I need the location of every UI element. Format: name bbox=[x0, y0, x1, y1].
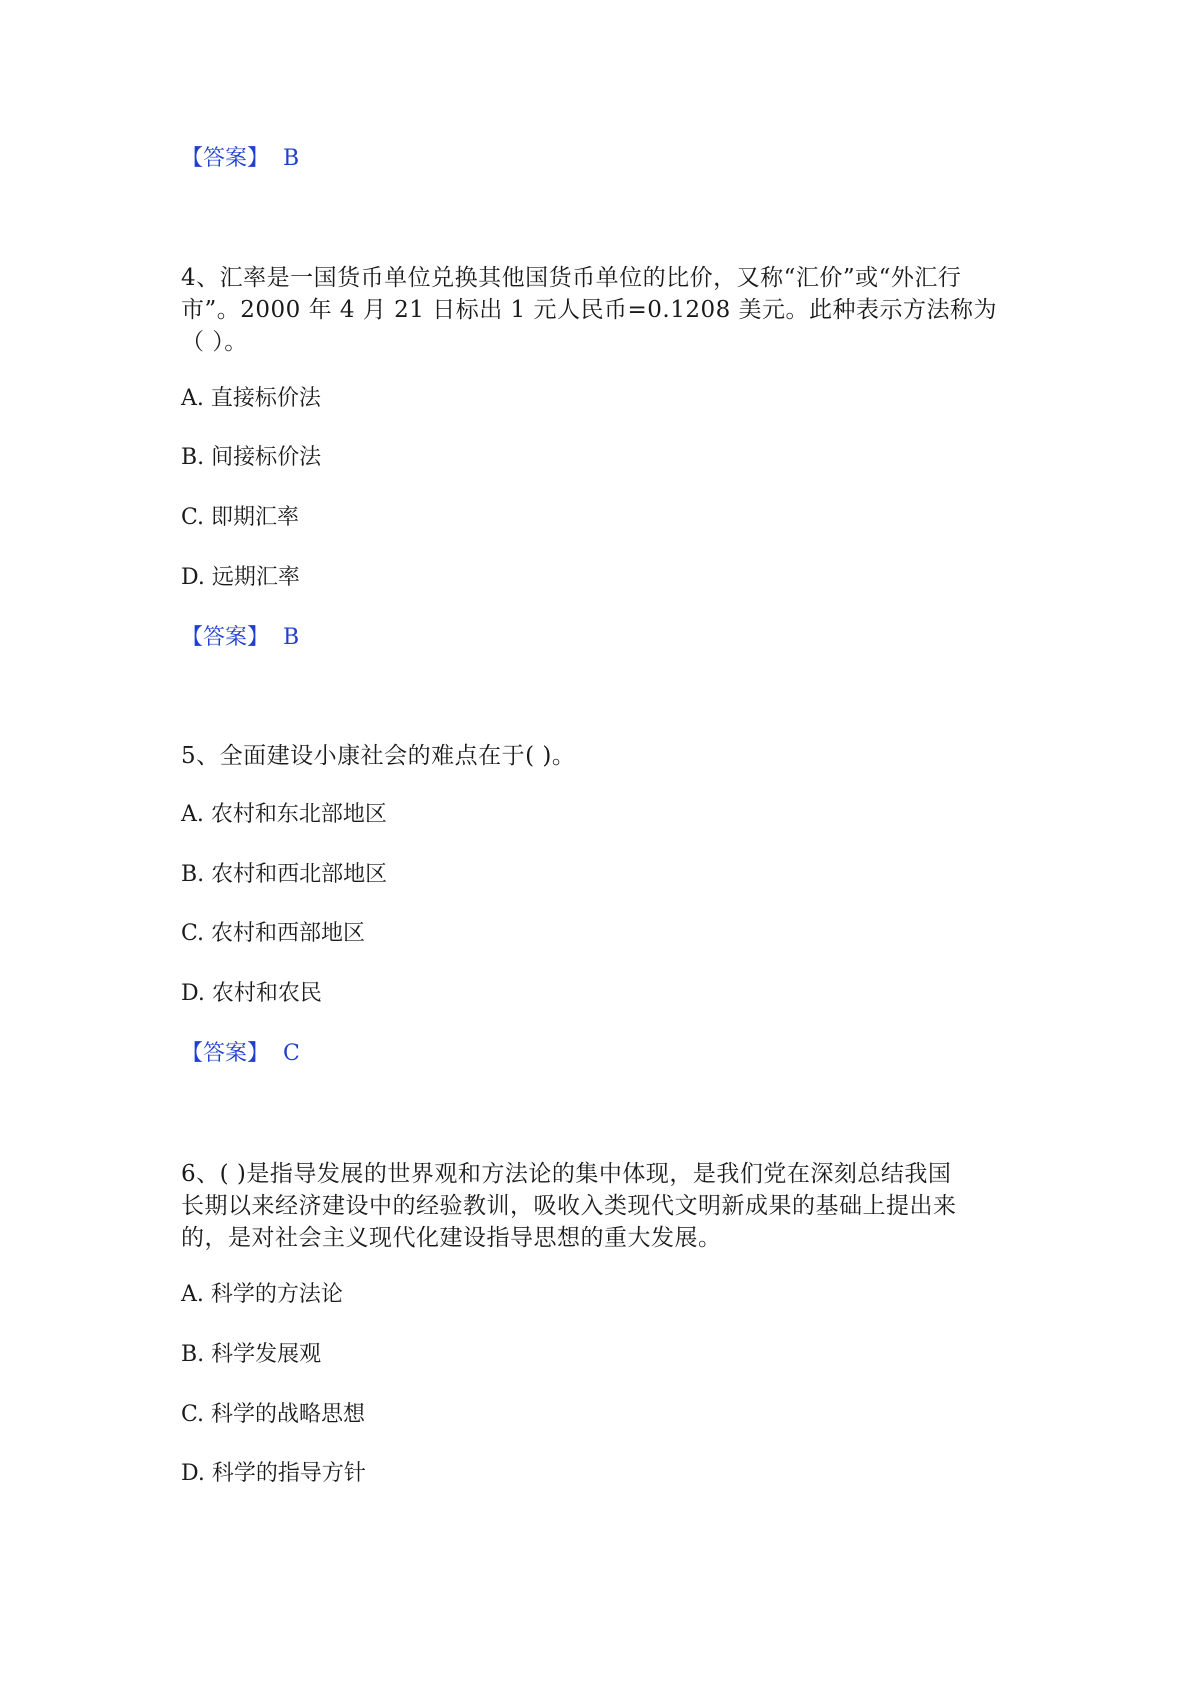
option-a: A. 科学的方法论 bbox=[181, 1282, 343, 1307]
question-line: 5、全面建设小康社会的难点在于( )。 bbox=[181, 743, 576, 769]
question-4-text bbox=[181, 262, 1021, 358]
option-c: C. 即期汇率 bbox=[181, 505, 300, 530]
answer-label: 【答案】 bbox=[181, 1041, 270, 1066]
option-c: C. 科学的战略思想 bbox=[181, 1402, 366, 1427]
answer-line bbox=[181, 143, 299, 175]
option-a: A. 农村和东北部地区 bbox=[181, 802, 387, 827]
question-line: 的，是对社会主义现代化建设指导思想的重大发展。 bbox=[181, 1225, 722, 1251]
answer-line bbox=[181, 622, 299, 654]
answer-letter: B bbox=[283, 625, 300, 650]
question-line: 4、汇率是一国货币单位兑换其他国货币单位的比价，又称“汇价”或“外汇行 bbox=[181, 265, 962, 291]
question-6-text bbox=[181, 1158, 1021, 1254]
option-c: C. 农村和西部地区 bbox=[181, 921, 366, 946]
answer-letter: C bbox=[283, 1041, 300, 1066]
option-d: D. 科学的指导方针 bbox=[181, 1461, 366, 1486]
option-d: D. 远期汇率 bbox=[181, 565, 300, 590]
question-line: 6、( )是指导发展的世界观和方法论的集中体现，是我们党在深刻总结我国 bbox=[181, 1161, 952, 1187]
question-line: 长期以来经济建设中的经验教训，吸收入类现代文明新成果的基础上提出来 bbox=[181, 1193, 957, 1219]
option-a: A. 直接标价法 bbox=[181, 386, 321, 411]
option-d: D. 农村和农民 bbox=[181, 981, 322, 1006]
option-b: B. 农村和西北部地区 bbox=[181, 862, 388, 887]
question-line: 市”。2000 年 4 月 21 日标出 1 元人民币=0.1208 美元。此种表示方法称为 bbox=[181, 297, 998, 323]
answer-label: 【答案】 bbox=[181, 146, 270, 171]
option-b: B. 间接标价法 bbox=[181, 445, 322, 470]
option-b: B. 科学发展观 bbox=[181, 1342, 322, 1367]
answer-line bbox=[181, 1038, 300, 1070]
question-5-text bbox=[181, 740, 1021, 772]
answer-label: 【答案】 bbox=[181, 625, 270, 650]
answer-letter: B bbox=[283, 146, 300, 171]
question-line: （ ）。 bbox=[181, 329, 248, 355]
